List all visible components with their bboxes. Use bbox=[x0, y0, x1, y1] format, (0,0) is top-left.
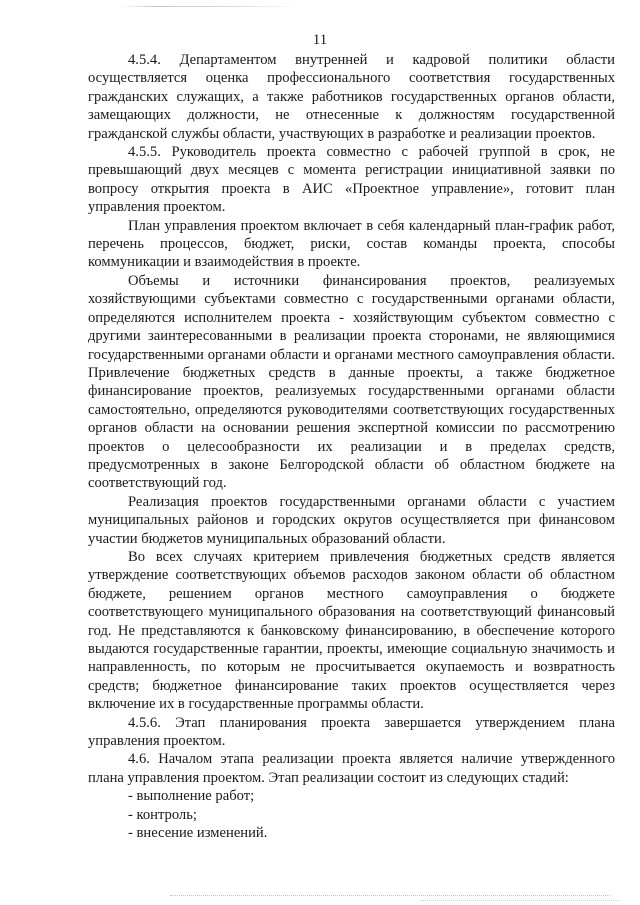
list-item: - внесение изменений. bbox=[128, 825, 268, 842]
paragraph-4-5-4: 4.5.4. Департаментом внутренней и кадровой политики области осуществляется оценка профессионального соответствия государственных гражданских служащих, а также работников государственных органов области, замещающих должности, не отнесенные к должностям государственной гражданской службы области, участвующих в разработке и реализации проектов. bbox=[88, 52, 615, 142]
paragraph-4-5-5: 4.5.5. Руководитель проекта совместно с рабочей группой в срок, не превышающий двух месяцев с момента регистрации инициативной заявки по вопросу открытия проекта в АИС «Проектное управление», готовит план управления проектом. bbox=[88, 144, 615, 216]
scan-artifact-bottom bbox=[170, 895, 610, 897]
paragraph-4-5-6: 4.5.6. Этап планирования проекта завершается утверждением плана управления проектом. bbox=[88, 714, 615, 750]
document-body bbox=[88, 51, 615, 842]
list-item: - выполнение работ; bbox=[128, 788, 255, 805]
page-number: 11 bbox=[312, 32, 328, 48]
paragraph-municipal-participation: Реализация проектов государственными органами области с участием муниципальных районов и городских округов осуществляется при финансовом участии бюджетов муниципальных образований области. bbox=[88, 493, 615, 547]
paragraph-financing-sources: Объемы и источники финансирования проектов, реализуемых хозяйствующими субъектами совместно с государственными органами области, определяются исполнителем проекта - хозяйствующим субъектом совместно с другими заинтересованными в реализации проекта сторонами, не являющимися государственными органами области и органами местного самоуправления области. Привлечение бюджетных средств в данные проекты, а также бюджетное финансирование проектов, реализуемых государственными органами области самостоятельно, определяются руководителями соответствующих государственных органов области на основании решения экспертной комиссии по рассмотрению проектов о целесообразности их реализации и в пределах средств, предусмотренных в законе Белгородской области об областном бюджете на соответствующий год. bbox=[88, 272, 615, 492]
implementation-stages-list bbox=[88, 787, 615, 842]
scan-artifact-bottom-secondary bbox=[420, 900, 620, 902]
scan-artifact-top bbox=[120, 6, 300, 7]
list-item: - контроль; bbox=[128, 806, 197, 823]
paragraph-4-6: 4.6. Началом этапа реализации проекта является наличие утвержденного плана управления проектом. Этап реализации состоит из следующих стадий: bbox=[88, 751, 615, 786]
paragraph-budget-criteria: Во всех случаях критерием привлечения бюджетных средств является утверждение соответствующих объемов расходов законом области об областном бюджете, решением органов местного самоуправления о бюджете соответствующего муниципального образования на соответствующий финансовый год. Не представляются к банковскому финансированию, в обеспечение которого выдаются государственные гарантии, проекты, имеющие социальную значимость и направленность, по которым не просчитывается окупаемость и возвратность средств; бюджетное финансирование таких проектов осуществляется через включение их в государственные программы области. bbox=[88, 548, 615, 713]
paragraph-plan-contents: План управления проектом включает в себя календарный план-график работ, перечень процессов, бюджет, риски, состав команды проекта, способы коммуникации и взаимодействия в проекте. bbox=[88, 217, 615, 271]
